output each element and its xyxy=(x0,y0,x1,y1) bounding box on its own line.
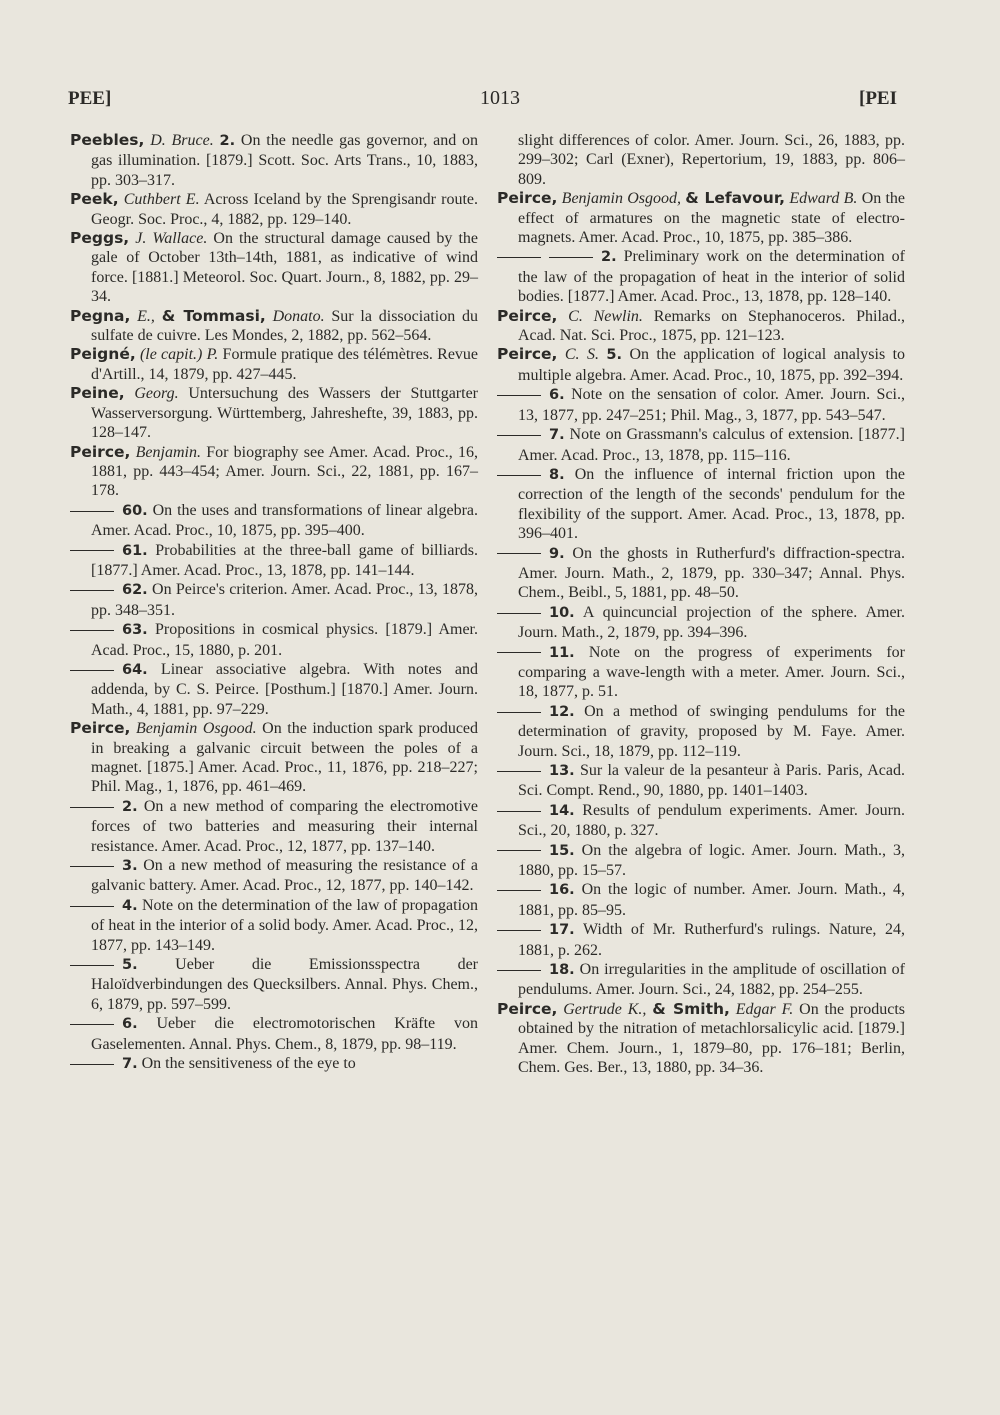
entry-number: 4. xyxy=(122,897,138,914)
entry-text: Sur la valeur de la pesanteur à Paris. Paris, Acad. Sci. Compt. Rend., 90, 1880, pp. 1401–1403. xyxy=(518,762,905,800)
ditto-rule xyxy=(70,1064,114,1065)
bibliography-entry xyxy=(70,541,478,581)
ditto-rule xyxy=(497,395,541,396)
coauthor-given-name: Edgar F. xyxy=(735,1000,794,1018)
ditto-rule xyxy=(549,257,593,258)
ditto-rule xyxy=(497,553,541,554)
bibliography-entry xyxy=(70,580,478,620)
entry-number: 18. xyxy=(549,962,575,979)
bibliography-entry xyxy=(497,465,905,544)
entry-text: Untersuchung des Wassers der Stuttgarter Wasserversorgung. Württemberg, Jahreshefte, 39, 1883, pp. 128–147. xyxy=(91,385,479,442)
bibliography-entry xyxy=(497,544,905,603)
bibliography-entry xyxy=(497,603,905,643)
coauthor-given-name: Donato. xyxy=(272,307,325,325)
coauthor-given-name: Edward B. xyxy=(789,190,858,208)
entry-text: On the induction spark produced in breaking a galvanic circuit between the poles of a magnet. [1875.] Amer. Acad. Proc., 11, 1876, pp. 218–227; Phil. Mag., 1, 1876, pp. 461–469. xyxy=(91,720,479,796)
author-surname: Peek, xyxy=(70,190,119,209)
entry-text: Preliminary work on the determination of the law of the propagation of heat in the interior of solid bodies. [1877.] Amer. Acad. Proc., 13, 1878, pp. 128–140. xyxy=(518,248,906,306)
bibliography-entry xyxy=(70,955,478,1014)
entry-text: Linear associative algebra. With notes and addenda, by C. S. Peirce. [Posthum.] [1870.] Amer. Journ. Math., 4, 1881, pp. 97–229. xyxy=(91,660,479,718)
entry-text: On the products obtained by the nitration of metachlorsalicylic acid. [1879.] Amer. Chem. Journ., 1, 1879–80, pp. 176–181; Berlin, Chem. Ges. Ber., 13, 1880, pp. 34–36. xyxy=(518,1000,905,1077)
bibliography-entry xyxy=(497,345,905,385)
running-head-left: PEE] xyxy=(68,88,112,109)
author-given-name: Georg. xyxy=(134,385,179,403)
bibliography-entry xyxy=(70,1054,478,1074)
author-given-name: J. Wallace. xyxy=(135,230,208,248)
coauthor-surname: & Tommasi, xyxy=(161,306,266,325)
ditto-rule xyxy=(70,866,114,867)
entry-text: Across Iceland by the Sprengisandr route. Geogr. Soc. Proc., 4, 1882, pp. 129–140. xyxy=(91,191,478,228)
right-column xyxy=(497,131,905,1078)
entry-text: On a new method of comparing the electromotive forces of two batteries and measuring their internal resistance. Amer. Acad. Proc., 12, 1877, pp. 137–140. xyxy=(91,797,479,855)
entry-number: 16. xyxy=(549,882,575,899)
bibliography-entry xyxy=(70,345,478,384)
author-surname: Peigné, xyxy=(70,345,136,364)
entry-text: On the application of logical analysis to multiple algebra. Amer. Acad. Proc., 10, 1875, pp. 392–394. xyxy=(518,346,906,384)
ditto-rule xyxy=(70,590,114,591)
entry-text: Ueber die electromotorischen Kräfte von Gaselementen. Annal. Phys. Chem., 8, 1879, pp. 98–119. xyxy=(91,1015,479,1053)
bibliography-entry xyxy=(70,229,478,307)
entry-number: 2. xyxy=(601,249,617,266)
entry-number: 3. xyxy=(122,858,138,875)
bibliography-entry xyxy=(70,384,478,442)
author-surname: Peirce, xyxy=(497,345,558,364)
entry-number: 60. xyxy=(122,502,148,519)
entry-number: 6. xyxy=(122,1016,138,1033)
entry-number: 64. xyxy=(122,661,148,678)
entry-text: On the ghosts in Rutherfurd's diffraction-spectra. Amer. Journ. Math., 2, 1879, pp. 330–347; Annal. Phys. Chem., Beibl., 5, 1881, pp. 48–50. xyxy=(518,544,906,602)
author-surname: Peirce, xyxy=(497,189,558,208)
bibliography-entry xyxy=(497,1000,905,1078)
entry-text: Remarks on Stephanoceros. Philad., Acad. Nat. Sci. Proc., 1875, pp. 121–123. xyxy=(518,307,906,345)
author-surname: Peirce, xyxy=(497,999,558,1018)
ditto-rule xyxy=(70,807,114,808)
entry-text: Note on the progress of experiments for comparing a wave-length with a meter. Amer. Journ. Sci., 18, 1877, p. 51. xyxy=(518,643,905,701)
entry-text: For biography see Amer. Acad. Proc., 16, 1881, pp. 443–454; Amer. Journ. Sci., 22, 1881, pp. 167–178. xyxy=(91,443,478,500)
bibliography-entry xyxy=(497,307,905,346)
author-given-name: C. Newlin. xyxy=(568,307,643,325)
entry-number: 63. xyxy=(122,622,148,639)
entry-text: On the sensitiveness of the eye to xyxy=(141,1055,356,1073)
bibliography-entry xyxy=(497,643,905,702)
entry-number: 9. xyxy=(549,545,565,562)
bibliography-entry xyxy=(497,385,905,425)
bibliography-entry xyxy=(497,920,905,960)
running-head-right: [PEI xyxy=(859,88,897,109)
entry-number: 14. xyxy=(549,802,575,819)
entry-text: Note on the sensation of color. Amer. Journ. Sci., 13, 1877, pp. 247–251; Phil. Mag., 3, 1877, pp. 543–547. xyxy=(518,386,905,424)
entry-number: 12. xyxy=(549,703,575,720)
ditto-rule xyxy=(497,890,541,891)
ditto-rule xyxy=(497,771,541,772)
bibliography-entry xyxy=(70,620,478,660)
bibliography-entry xyxy=(497,801,905,841)
page-number: 1013 xyxy=(480,87,520,109)
entry-text: Probabilities at the three-ball game of billiards. [1877.] Amer. Acad. Proc., 13, 1878, pp. 141–144. xyxy=(91,541,479,579)
entry-number: 10. xyxy=(549,604,575,621)
ditto-rule xyxy=(70,630,114,631)
entry-number: 13. xyxy=(549,763,575,779)
ditto-rule xyxy=(497,257,541,258)
entry-text: Sur la dissociation du sulfate de cuivre. Les Mondes, 2, 1882, pp. 562–564. xyxy=(91,307,478,345)
author-surname: Peine, xyxy=(70,384,125,403)
bibliography-entry xyxy=(497,761,905,801)
author-given-name: D. Bruce. xyxy=(150,132,214,149)
ditto-rule xyxy=(70,511,114,512)
bibliography-entry xyxy=(70,190,478,229)
bibliography-entry xyxy=(497,247,905,306)
entry-number: 6. xyxy=(549,387,565,404)
entry-text: On the influence of internal friction upon the correction of the length of the seconds' pendulum for the flexibility of the support. Amer. Acad. Proc., 13, 1878, pp. 396–401. xyxy=(518,465,906,543)
entry-text: On the needle gas governor, and on gas illumination. [1879.] Scott. Soc. Arts Trans., 10, 1883, pp. 303–317. xyxy=(91,132,478,189)
author-given-name: Benjamin. xyxy=(135,443,201,461)
ditto-rule xyxy=(497,811,541,812)
entry-text: Propositions in cosmical physics. [1879.] Amer. Acad. Proc., 15, 1880, p. 201. xyxy=(91,621,478,659)
coauthor-surname: & Smith, xyxy=(652,999,730,1018)
bibliography-entry xyxy=(70,1014,478,1054)
author-given-name: Cuthbert E. xyxy=(123,191,200,209)
entry-text: On the structural damage caused by the gale of October 13th–14th, 1881, as indicative of wind force. [1881.] Meteorol. Soc. Quart. Journ., 8, 1882, pp. 29–34. xyxy=(91,230,479,306)
bibliography-entry xyxy=(497,880,905,920)
entry-number: 61. xyxy=(122,542,148,559)
entry-number: 17. xyxy=(549,922,575,939)
entry-number: 8. xyxy=(549,466,565,483)
entry-text: On irregularities in the amplitude of oscillation of pendulums. Amer. Journ. Sci., 24, 1882, pp. 254–255. xyxy=(518,961,905,999)
author-given-name: Benjamin Osgood. xyxy=(135,720,257,738)
entry-text: On Peirce's criterion. Amer. Acad. Proc., 13, 1878, pp. 348–351. xyxy=(91,581,479,619)
entry-text: On the uses and transformations of linear algebra. Amer. Acad. Proc., 10, 1875, pp. 395–400. xyxy=(91,501,479,540)
author-surname: Pegna, xyxy=(70,306,131,325)
bibliography-entry xyxy=(70,719,478,797)
entry-number: 5. xyxy=(606,347,623,364)
bibliography-entry xyxy=(497,425,905,465)
bibliography-entry xyxy=(70,307,478,346)
entry-number: 15. xyxy=(549,842,575,859)
ditto-rule xyxy=(70,906,114,907)
ditto-rule xyxy=(497,613,541,614)
bibliography-entry xyxy=(70,896,478,955)
bibliography-entry xyxy=(497,131,905,189)
entry-number: 62. xyxy=(122,582,148,599)
bibliography-entry xyxy=(497,960,905,1000)
author-given-name: Gertrude K., xyxy=(563,1000,647,1018)
entry-text: Formule pratique des télémètres. Revue d'Artill., 14, 1879, pp. 427–445. xyxy=(91,346,479,383)
bibliography-entry xyxy=(70,797,478,856)
author-surname: Peirce, xyxy=(497,306,558,325)
ditto-rule xyxy=(497,712,541,713)
entry-number: 2. xyxy=(122,798,138,815)
entry-text: Ueber die Emissionsspectra der Haloïdverbindungen des Quecksilbers. Annal. Phys. Chem., 6, 1879, pp. 597–599. xyxy=(91,956,479,1013)
ditto-rule xyxy=(70,965,114,966)
author-surname: Peebles, xyxy=(70,131,145,149)
entry-number: 7. xyxy=(549,427,565,444)
author-given-name: E., xyxy=(137,307,155,325)
entry-text: On the effect of armatures on the magnetic state of electro-magnets. Amer. Acad. Proc., 10, 1875, pp. 385–386. xyxy=(518,190,906,247)
author-given-name: Benjamin Osgood, xyxy=(561,190,682,208)
entry-text: On the algebra of logic. Amer. Journ. Math., 3, 1880, pp. 15–57. xyxy=(518,841,905,880)
bibliography-entry xyxy=(70,660,478,719)
bibliography-entry xyxy=(497,702,905,761)
author-given-name: (le capit.) P. xyxy=(139,346,219,364)
coauthor-surname: & Lefavour, xyxy=(685,189,786,208)
ditto-rule xyxy=(497,970,541,971)
ditto-rule xyxy=(497,435,541,436)
entry-number: 2. xyxy=(219,133,236,149)
bibliography-entry xyxy=(70,856,478,896)
author-given-name: C. S. xyxy=(564,346,599,364)
author-surname: Peirce, xyxy=(70,719,131,738)
entry-text: Width of Mr. Rutherfurd's rulings. Nature, 24, 1881, p. 262. xyxy=(518,921,905,959)
entry-text: On a method of swinging pendulums for the determination of gravity, proposed by M. Faye. Amer. Journ. Sci., 18, 1879, pp. 112–119. xyxy=(518,702,905,760)
entry-text: On the logic of number. Amer. Journ. Math., 4, 1881, pp. 85–95. xyxy=(518,881,906,919)
entry-text: Results of pendulum experiments. Amer. Journ. Sci., 20, 1880, p. 327. xyxy=(518,801,905,840)
bibliography-entry xyxy=(70,501,478,541)
entry-number: 11. xyxy=(549,644,575,661)
bibliography-entry xyxy=(70,443,478,501)
ditto-rule xyxy=(497,652,541,653)
ditto-rule xyxy=(497,475,541,476)
entry-text: slight differences of color. Amer. Journ. Sci., 26, 1883, pp. 299–302; Carl (Exner), Repertorium, 19, 1883, pp. 806–809. xyxy=(518,132,905,188)
entry-text: A quincuncial projection of the sphere. Amer. Journ. Math., 2, 1879, pp. 394–396. xyxy=(518,603,905,642)
bibliography-entry xyxy=(70,131,478,190)
entry-text: Note on the determination of the law of propagation of heat in the interior of a solid body. Amer. Acad. Proc., 12, 1877, pp. 143–149. xyxy=(91,896,479,954)
bibliography-entry xyxy=(497,841,905,881)
ditto-rule xyxy=(497,850,541,851)
entry-number: 5. xyxy=(122,957,138,974)
entry-number: 7. xyxy=(122,1056,138,1073)
ditto-rule xyxy=(70,550,114,551)
ditto-rule xyxy=(497,930,541,931)
ditto-rule xyxy=(70,1024,114,1025)
entry-text: Note on Grassmann's calculus of extension. [1877.] Amer. Acad. Proc., 13, 1878, pp. 115–116. xyxy=(518,426,906,464)
author-surname: Peggs, xyxy=(70,229,130,248)
ditto-rule xyxy=(70,670,114,671)
bibliography-entry xyxy=(497,189,905,247)
entry-text: On a new method of measuring the resistance of a galvanic battery. Amer. Acad. Proc., 12, 1877, pp. 140–142. xyxy=(91,857,478,895)
author-surname: Peirce, xyxy=(70,442,131,461)
left-column xyxy=(70,131,478,1075)
